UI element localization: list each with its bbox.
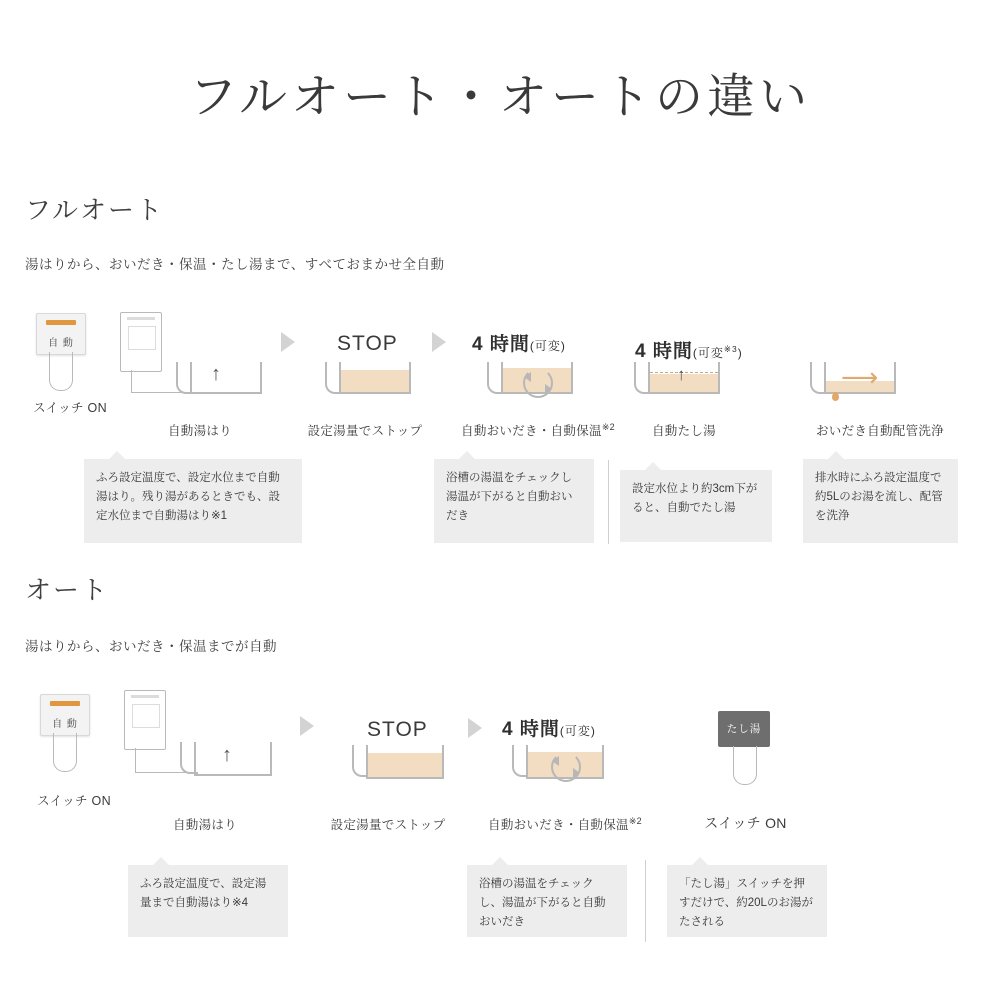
time-badge-note-text: (可変	[692, 346, 724, 360]
step-caption-a1: 自動湯はり	[172, 818, 237, 832]
flow-arrow-2	[432, 332, 446, 352]
remote-controller-auto[interactable]	[40, 694, 90, 736]
time-badge-value: 4 時間	[472, 334, 530, 355]
section-sub-full-auto: 湯はりから、おいだき・保温・たし湯まで、すべておまかせ全自動	[25, 257, 445, 272]
fill-arrow-up-icon: ↑	[211, 363, 221, 385]
water-level	[341, 370, 409, 392]
fill-arrow-up-icon: ↑	[222, 744, 232, 766]
heater-panel	[132, 704, 160, 728]
section-divider-1	[608, 460, 609, 544]
section-heading-full-auto: フルオート	[25, 196, 164, 226]
note-box-a1: ふろ設定温度で、設定湯量まで自動湯はり※4	[128, 865, 288, 937]
time-badge-reheat-auto	[502, 714, 596, 741]
drain-flow-arrow-icon: ⟶	[841, 362, 879, 392]
remote-indicator-bar	[46, 320, 76, 325]
time-badge-value: 4 時間	[635, 341, 693, 362]
note-box-2: 浴槽の湯温をチェックし湯温が下がると自動おいだき	[434, 459, 594, 543]
time-badge-refill	[635, 336, 743, 363]
heater-top-vent	[131, 695, 159, 698]
note-box-4: 排水時にふろ設定温度で約5Lのお湯を流し、配管を洗浄	[803, 459, 958, 543]
step-caption-3-sup: ※2	[601, 421, 615, 432]
bathtub-shell	[190, 362, 262, 394]
bathtub-shell	[194, 742, 272, 776]
step-caption-a2: 設定湯量でストップ	[330, 818, 446, 832]
section-divider-2	[645, 860, 646, 942]
bathtub-1	[190, 362, 262, 394]
step-caption-1: 自動湯はり	[167, 424, 232, 438]
note-box-1: ふろ設定温度で、設定水位まで自動湯はり。残り湯があるときでも、設定水位まで自動湯はり※1	[84, 459, 302, 543]
step-caption-a3-text: 自動おいだき・自動保温	[488, 818, 629, 832]
water-level	[368, 753, 442, 777]
note-box-a3: 「たし湯」スイッチを押すだけで、約20Lのお湯がたされる	[667, 865, 827, 937]
note-box-3: 設定水位より約3cm下がると、自動でたし湯	[620, 470, 772, 542]
bathtub-a2	[366, 745, 444, 779]
flow-arrow-a2	[468, 718, 482, 738]
remote-label: たし湯	[726, 723, 762, 735]
step-caption-4: 自動たし湯	[651, 424, 716, 438]
time-badge-note-sup: ※3	[723, 344, 738, 354]
heater-top-vent	[127, 317, 155, 320]
reheat-cycle-icon	[551, 752, 581, 782]
time-badge-note	[693, 346, 743, 360]
step-caption-3-text: 自動おいだき・自動保温	[461, 424, 602, 438]
step-caption-a3	[470, 815, 660, 833]
section-heading-auto: オート	[25, 576, 110, 606]
step-caption-2: 設定湯量でストップ	[307, 424, 423, 438]
note-box-a2: 浴槽の湯温をチェックし、湯温が下がると自動おいだき	[467, 865, 627, 937]
switch-on-label-full-auto: スイッチ ON	[33, 401, 107, 415]
reheat-cycle-icon	[523, 368, 553, 398]
time-badge-value: 4 時間	[502, 719, 560, 740]
water-heater-icon-auto	[124, 690, 166, 750]
section-sub-auto: 湯はりから、おいだき・保温までが自動	[25, 639, 277, 654]
page-title: フルオート・オートの違い	[188, 69, 812, 125]
remote-label: 自 動	[48, 338, 74, 349]
water-drop-icon	[832, 392, 839, 401]
time-badge-note: (可変)	[559, 724, 596, 738]
refill-arrow-up-icon: ↑	[677, 365, 686, 384]
remote-controller-refill[interactable]	[718, 711, 770, 747]
remote-label: 自 動	[52, 719, 78, 730]
switch-on-label-auto: スイッチ ON	[37, 794, 111, 808]
flow-arrow-1	[281, 332, 295, 352]
remote-controller-full-auto[interactable]	[36, 313, 86, 355]
step-caption-5: おいだき自動配管洗浄	[815, 424, 944, 438]
bathtub-a1	[194, 742, 272, 776]
step-caption-a3-sup: ※2	[628, 815, 642, 826]
finger-icon	[49, 352, 73, 391]
flow-arrow-a1	[300, 716, 314, 736]
water-heater-icon-full-auto	[120, 312, 162, 372]
heater-panel	[128, 326, 156, 350]
remote-indicator-bar	[50, 701, 80, 706]
finger-icon	[733, 746, 757, 785]
time-badge-reheat	[472, 329, 566, 356]
step-caption-a4: スイッチ ON	[704, 815, 787, 831]
finger-icon	[53, 733, 77, 772]
bathtub-2	[339, 362, 411, 394]
time-badge-note-close: )	[737, 346, 743, 360]
stop-badge-auto: STOP	[367, 718, 428, 741]
time-badge-note: (可変)	[529, 339, 566, 353]
stop-badge: STOP	[337, 332, 398, 355]
